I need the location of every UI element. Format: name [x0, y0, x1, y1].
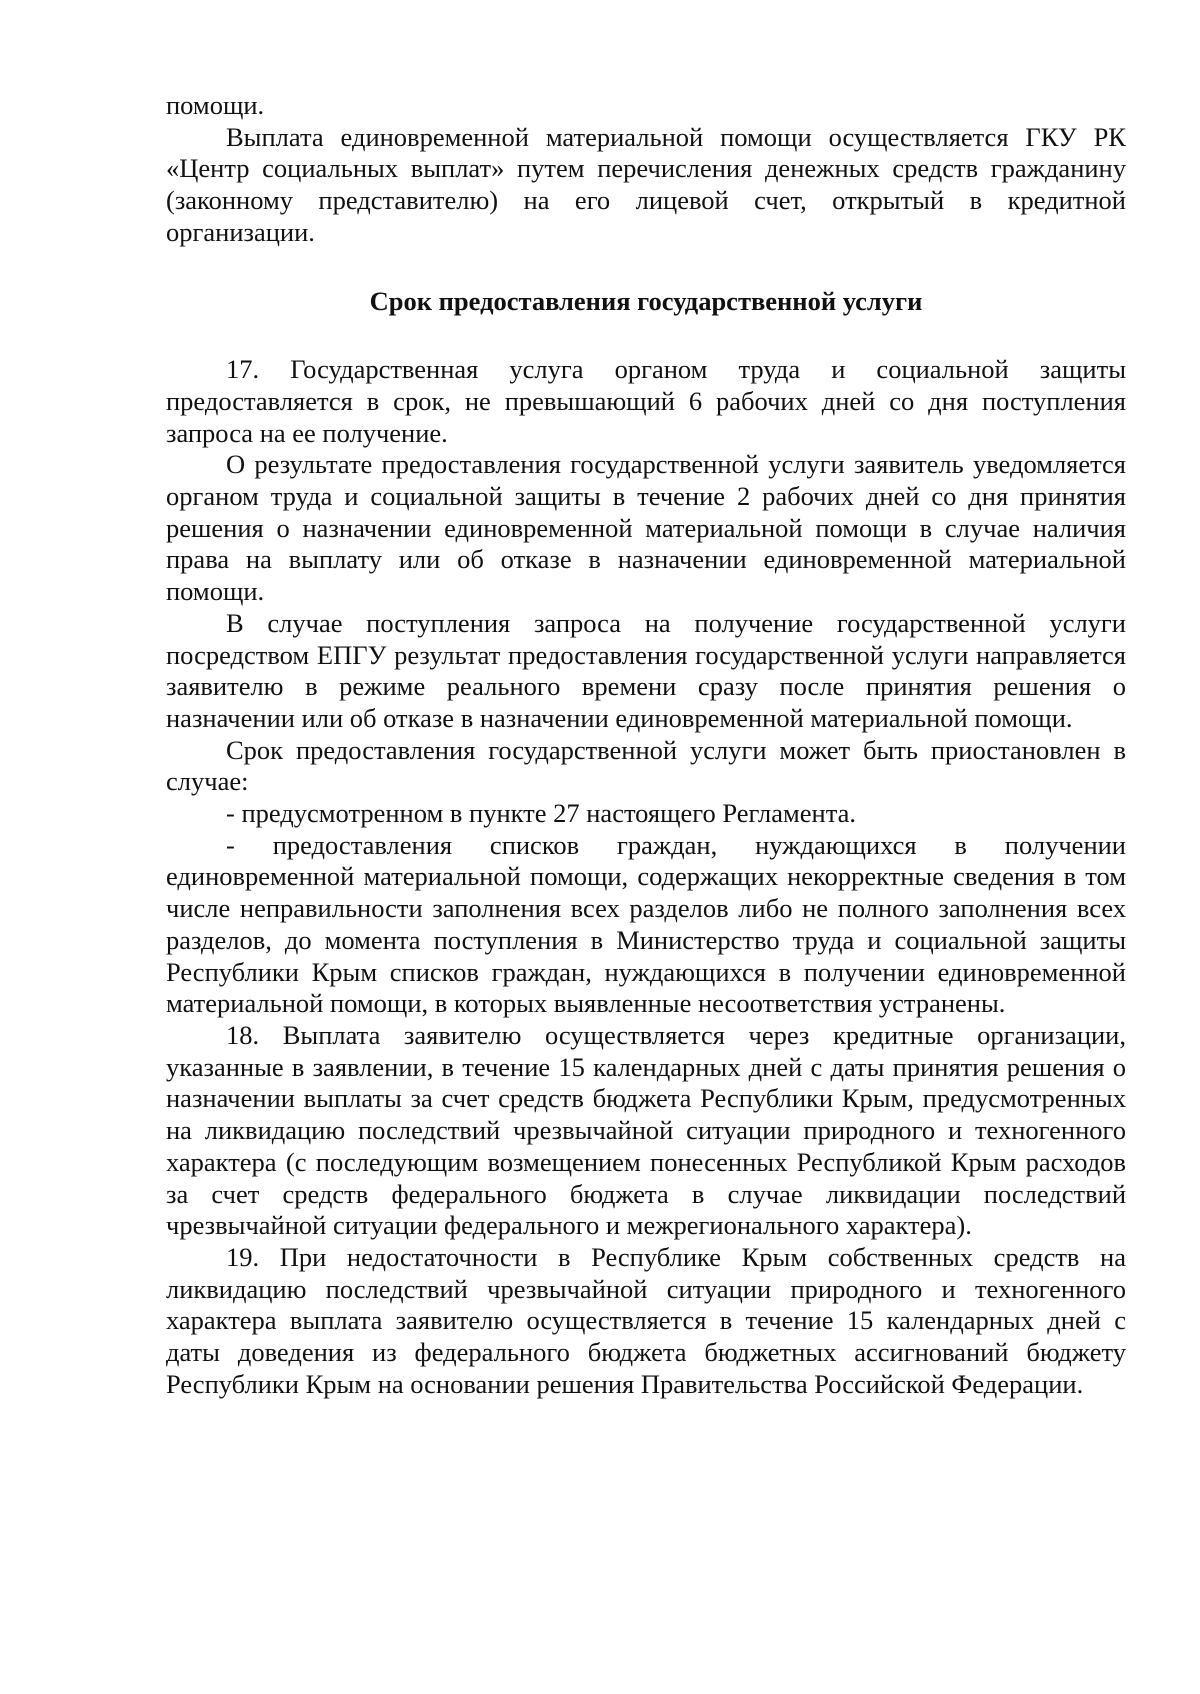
paragraph-result-notification: О результате предоставления государственной услуги заявитель уведомляется органом труда и социальной защиты в течение 2 рабочих дней со дня принятия решения о назначении единовременной материальной помощи в случае наличия права на выплату или об отказе в назначении единовременной материальной помощи. — [166, 449, 1126, 607]
section-heading: Срок предоставления государственной услуги — [369, 285, 923, 316]
paragraph-18: 18. Выплата заявителю осуществляется через кредитные организации, указанные в заявлении, в течение 15 календарных дней с даты принятия решения о назначении выплаты за счет средств бюджета Республики Крым, предусмотренных на ликвидацию последствий чрезвычайной ситуации природного и техногенного характера (с последующим возмещением понесенных Республикой Крым расходов за счет средств федерального бюджета в случае ликвидации последствий чрезвычайной ситуации федерального и межрегионального характера). — [166, 1019, 1126, 1241]
list-item-lists-of-citizens: - предоставления списков граждан, нуждающихся в получении единовременной материальной помощи, содержащих некорректные сведения в том числе неправильности заполнения всех разделов либо не полного заполнения всех разделов, до момента поступления в Министерство труда и социальной защиты Республики Крым списков граждан, нуждающихся в получении единовременной материальной помощи, в которых выявленные несоответствия устранены. — [166, 829, 1126, 1019]
paragraph-epgu: В случае поступления запроса на получение государственной услуги посредством ЕПГУ результат предоставления государственной услуги направляется заявителю в режиме реального времени сразу после принятия решения о назначении или об отказе в назначении единовременной материальной помощи. — [166, 607, 1126, 733]
paragraph-continuation: помощи. — [166, 90, 265, 120]
document-body — [166, 90, 1126, 1400]
list-item-point-27: - предусмотренном в пункте 27 настоящего Регламента. — [226, 798, 857, 829]
paragraph-payment-method: Выплата единовременной материальной помощи осуществляется ГКУ РК «Центр социальных выплат» путем перечисления денежных средств гражданину (законному представителю) на его лицевой счет, открытый в кредитной организации. — [166, 121, 1126, 247]
paragraph-suspension: Срок предоставления государственной услуги может быть приостановлен в случае: — [166, 734, 1126, 797]
paragraph-17: 17. Государственная услуга органом труда и социальной защиты предоставляется в срок, не превышающий 6 рабочих дней со дня поступления запроса на ее получение. — [166, 354, 1126, 448]
paragraph-19: 19. При недостаточности в Республике Крым собственных средств на ликвидацию последствий чрезвычайной ситуации природного и техногенного характера выплата заявителю осуществляется в течение 15 календарных дней с даты доведения из федерального бюджета бюджетных ассигнований бюджету Республики Крым на основании решения Правительства Российской Федерации. — [166, 1241, 1126, 1399]
